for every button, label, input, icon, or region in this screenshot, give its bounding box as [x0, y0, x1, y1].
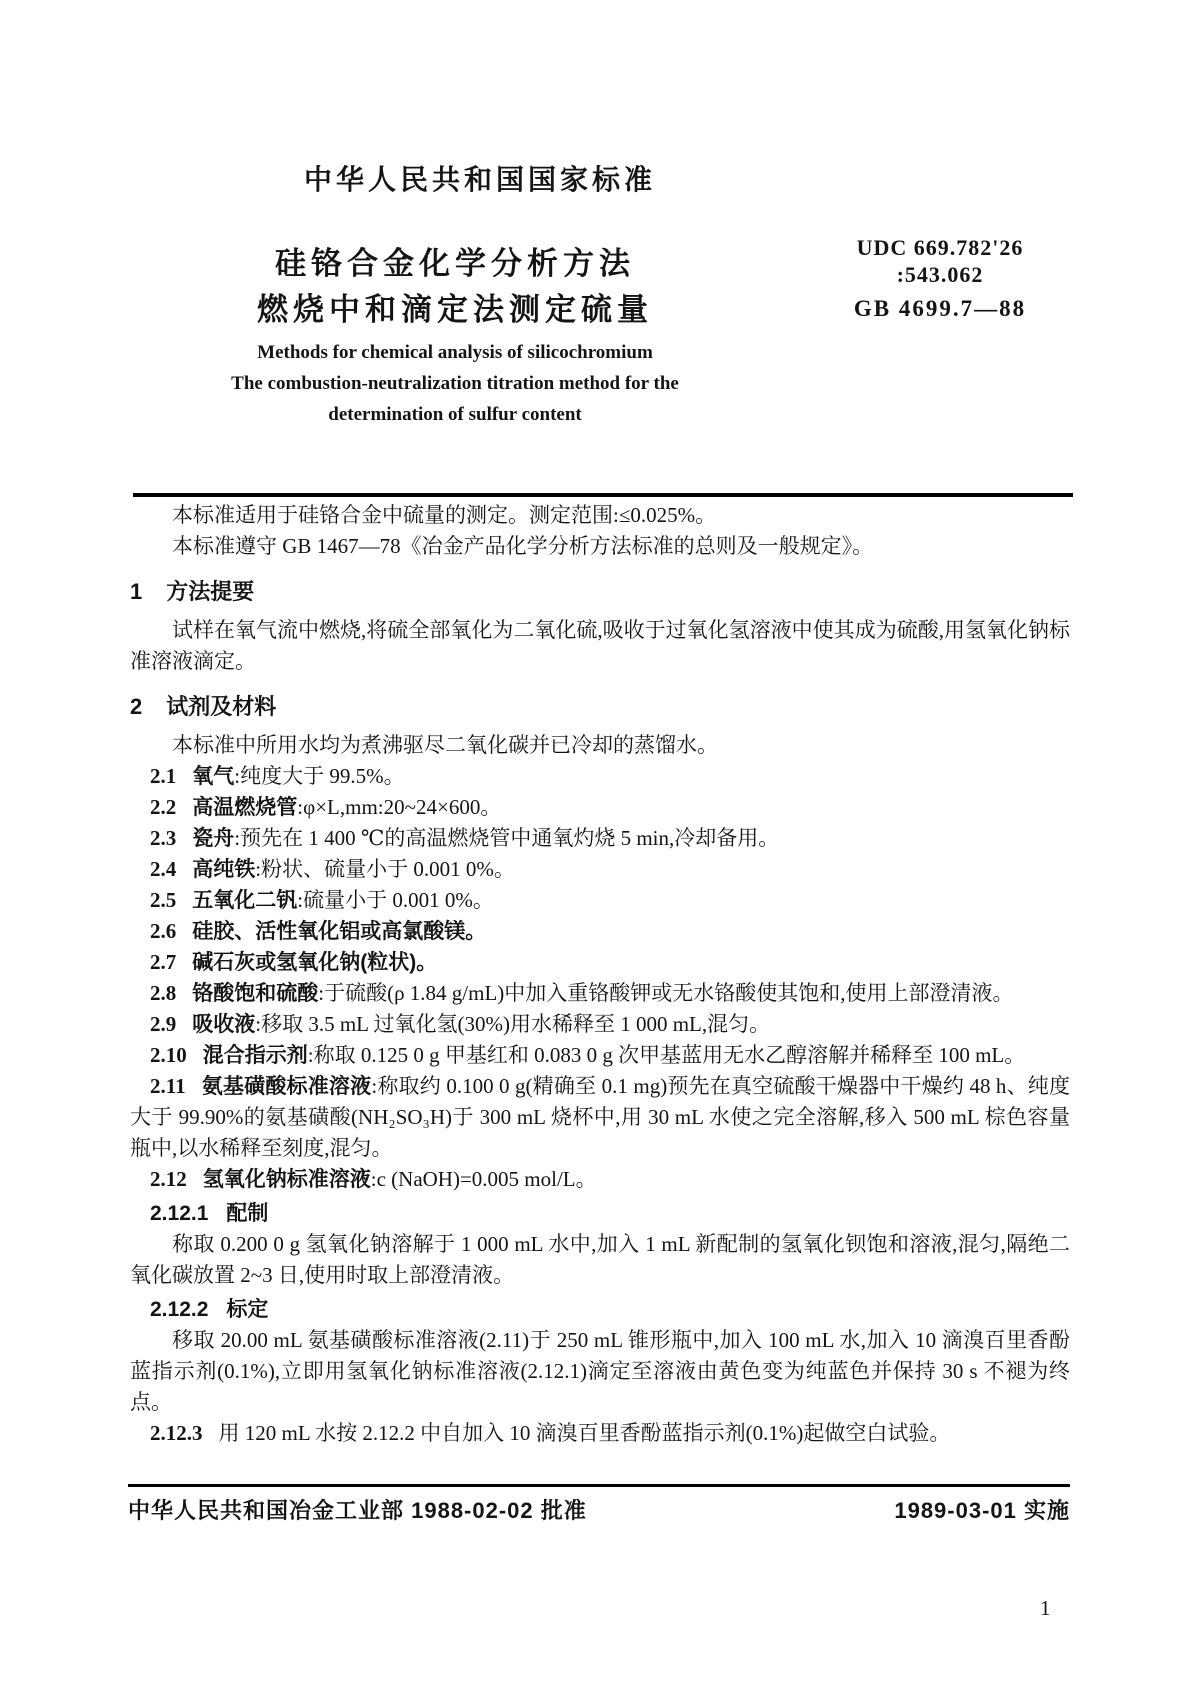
item-2-6	[130, 916, 1070, 947]
item-2-10	[130, 1040, 1070, 1071]
item-2-5-number: 2.5	[150, 888, 177, 912]
item-2-9-number: 2.9	[150, 1012, 177, 1036]
implementation-text: 1989-03-01 实施	[894, 1498, 1070, 1523]
item-2-2	[130, 792, 1070, 823]
item-2-3	[130, 823, 1070, 854]
item-2-11-text: :称取约 0.100 0 g(精确至 0.1 mg)预先在真空硫酸干燥器中干燥约 48 h、纯度大于 99.90%的氨基磺酸(NH₂SO₃H)于 300 mL 烧杯中,用 30 mL 水使之完全溶解,移入 500 mL 棕色容量瓶中,以水稀释至刻度,混匀。	[130, 1074, 1071, 1160]
udc-code	[790, 234, 1090, 288]
subsection-2-12-1-title: 配制	[226, 1202, 269, 1225]
item-2-8	[130, 978, 1070, 1009]
section-1-body: 试样在氧气流中燃烧,将硫全部氧化为二氧化硫,吸收于过氧化氢溶液中使其成为硫酸,用氢氧化钠标准溶液滴定。	[130, 618, 1070, 673]
subsection-2-12-3	[130, 1418, 1070, 1449]
item-2-4-term: 高纯铁	[192, 858, 256, 881]
item-2-12-term: 氢氧化钠标准溶液	[202, 1168, 371, 1191]
section-1-number: 1	[130, 579, 143, 604]
subsection-2-12-1-body: 称取 0.200 0 g 氢氧化钠溶解于 1 000 mL 水中,加入 1 mL 新配制的氢氧化钡饱和溶液,混匀,隔绝二氧化碳放置 2~3 日,使用时取上部澄清液。	[130, 1232, 1070, 1287]
document-title-line1: 硅铬合金化学分析方法	[275, 246, 635, 281]
item-2-11-term: 氨基磺酸标准溶液	[201, 1075, 372, 1098]
subsection-2-12-2-title: 标定	[226, 1298, 269, 1321]
item-2-3-text: :预先在 1 400 ℃的高温燃烧管中通氧灼烧 5 min,冷却备用。	[234, 826, 780, 850]
item-2-1	[130, 761, 1070, 792]
item-2-3-number: 2.3	[150, 826, 177, 850]
section-2-title: 试剂及材料	[166, 694, 277, 719]
item-2-2-term: 高温燃烧管	[192, 796, 298, 819]
item-2-11-number: 2.11	[150, 1074, 186, 1098]
item-2-4-number: 2.4	[150, 857, 177, 881]
subsection-2-12-2-number: 2.12.2	[150, 1298, 209, 1321]
section-2-number: 2	[130, 694, 143, 719]
footer-divider-rule	[128, 1484, 1070, 1487]
item-2-4	[130, 854, 1070, 885]
item-2-7	[130, 947, 1070, 978]
section-2-heading	[130, 691, 1070, 722]
english-title-line1: Methods for chemical analysis of silicochromium	[257, 342, 653, 363]
national-standard-label: 中华人民共和国国家标准	[303, 164, 656, 195]
english-title	[130, 337, 780, 430]
item-2-7-number: 2.7	[150, 950, 177, 974]
approval-footer	[128, 1494, 1070, 1525]
item-2-6-term: 硅胶、活性氧化铝或高氯酸镁。	[192, 920, 487, 943]
subsection-2-12-1-heading	[130, 1198, 1070, 1229]
subsection-2-12-3-number: 2.12.3	[150, 1421, 203, 1445]
item-2-11	[130, 1071, 1070, 1164]
item-2-10-number: 2.10	[150, 1043, 187, 1067]
item-2-5-text: :硫量小于 0.001 0%。	[297, 888, 494, 912]
standard-number: GB 4699.7—88	[853, 296, 1027, 321]
item-2-1-term: 氧气	[192, 765, 235, 788]
item-2-9	[130, 1009, 1070, 1040]
section-1-heading	[130, 576, 1070, 607]
english-title-line3: determination of sulfur content	[328, 404, 582, 425]
item-2-1-number: 2.1	[150, 764, 177, 788]
document-body	[130, 500, 1070, 1449]
item-2-2-text: :φ×L,mm:20~24×600。	[297, 795, 502, 819]
scope-paragraph: 本标准适用于硅铬合金中硫量的测定。测定范围:≤0.025%。	[172, 503, 717, 527]
item-2-3-term: 瓷舟	[192, 827, 235, 850]
item-2-9-text: :移取 3.5 mL 过氧化氢(30%)用水稀释至 1 000 mL,混匀。	[255, 1012, 771, 1036]
item-2-12	[130, 1164, 1070, 1195]
item-2-8-term: 铬酸饱和硫酸	[192, 982, 319, 1005]
section-1-title: 方法提要	[166, 579, 255, 604]
item-2-4-text: :粉状、硫量小于 0.001 0%。	[255, 857, 515, 881]
page-number: 1	[1040, 1596, 1051, 1620]
udc-code-line2: :543.062	[896, 262, 984, 287]
item-2-9-term: 吸收液	[192, 1013, 256, 1036]
item-2-10-text: :称取 0.125 0 g 甲基红和 0.083 0 g 次甲基蓝用无水乙醇溶解并稀释至 100 mL。	[307, 1043, 1026, 1067]
item-2-5-term: 五氧化二钒	[192, 889, 298, 912]
subsection-2-12-1-number: 2.12.1	[150, 1202, 209, 1225]
item-2-8-number: 2.8	[150, 981, 177, 1005]
item-2-10-term: 混合指示剂	[202, 1044, 308, 1067]
item-2-12-number: 2.12	[150, 1167, 187, 1191]
section-2-note: 本标准中所用水均为煮沸驱尽二氧化碳并已冷却的蒸馏水。	[172, 733, 718, 757]
compliance-paragraph: 本标准遵守 GB 1467—78《冶金产品化学分析方法标准的总则及一般规定》。	[172, 534, 874, 558]
approval-text: 中华人民共和国冶金工业部 1988-02-02 批准	[128, 1498, 587, 1523]
item-2-5	[130, 885, 1070, 916]
subsection-2-12-3-body: 用 120 mL 水按 2.12.2 中自加入 10 滴溴百里香酚蓝指示剂(0.1%)起做空白试验。	[218, 1421, 951, 1445]
item-2-1-text: :纯度大于 99.5%。	[234, 764, 405, 788]
subsection-2-12-2-heading	[130, 1294, 1070, 1325]
item-2-7-term: 碱石灰或氢氧化钠(粒状)。	[192, 951, 438, 974]
item-2-2-number: 2.2	[150, 795, 177, 819]
item-2-12-text: :c (NaOH)=0.005 mol/L。	[370, 1167, 597, 1191]
item-2-8-text: :于硫酸(ρ 1.84 g/mL)中加入重铬酸钾或无水铬酸使其饱和,使用上部澄清液。	[318, 981, 1014, 1005]
udc-code-line1: UDC 669.782'26	[856, 235, 1024, 260]
subsection-2-12-2-body: 移取 20.00 mL 氨基磺酸标准溶液(2.11)于 250 mL 锥形瓶中,加入 100 mL 水,加入 10 滴溴百里香酚蓝指示剂(0.1%),立即用氢氧化钠标准溶液(2.12.1)滴定至溶液由黄色变为纯蓝色并保持 30 s 不褪为终点。	[130, 1328, 1070, 1414]
item-2-6-number: 2.6	[150, 919, 177, 943]
document-title-line2: 燃烧中和滴定法测定硫量	[257, 292, 653, 327]
english-title-line2: The combustion-neutralization titration method for the	[231, 373, 679, 394]
header-divider-rule	[133, 493, 1073, 497]
